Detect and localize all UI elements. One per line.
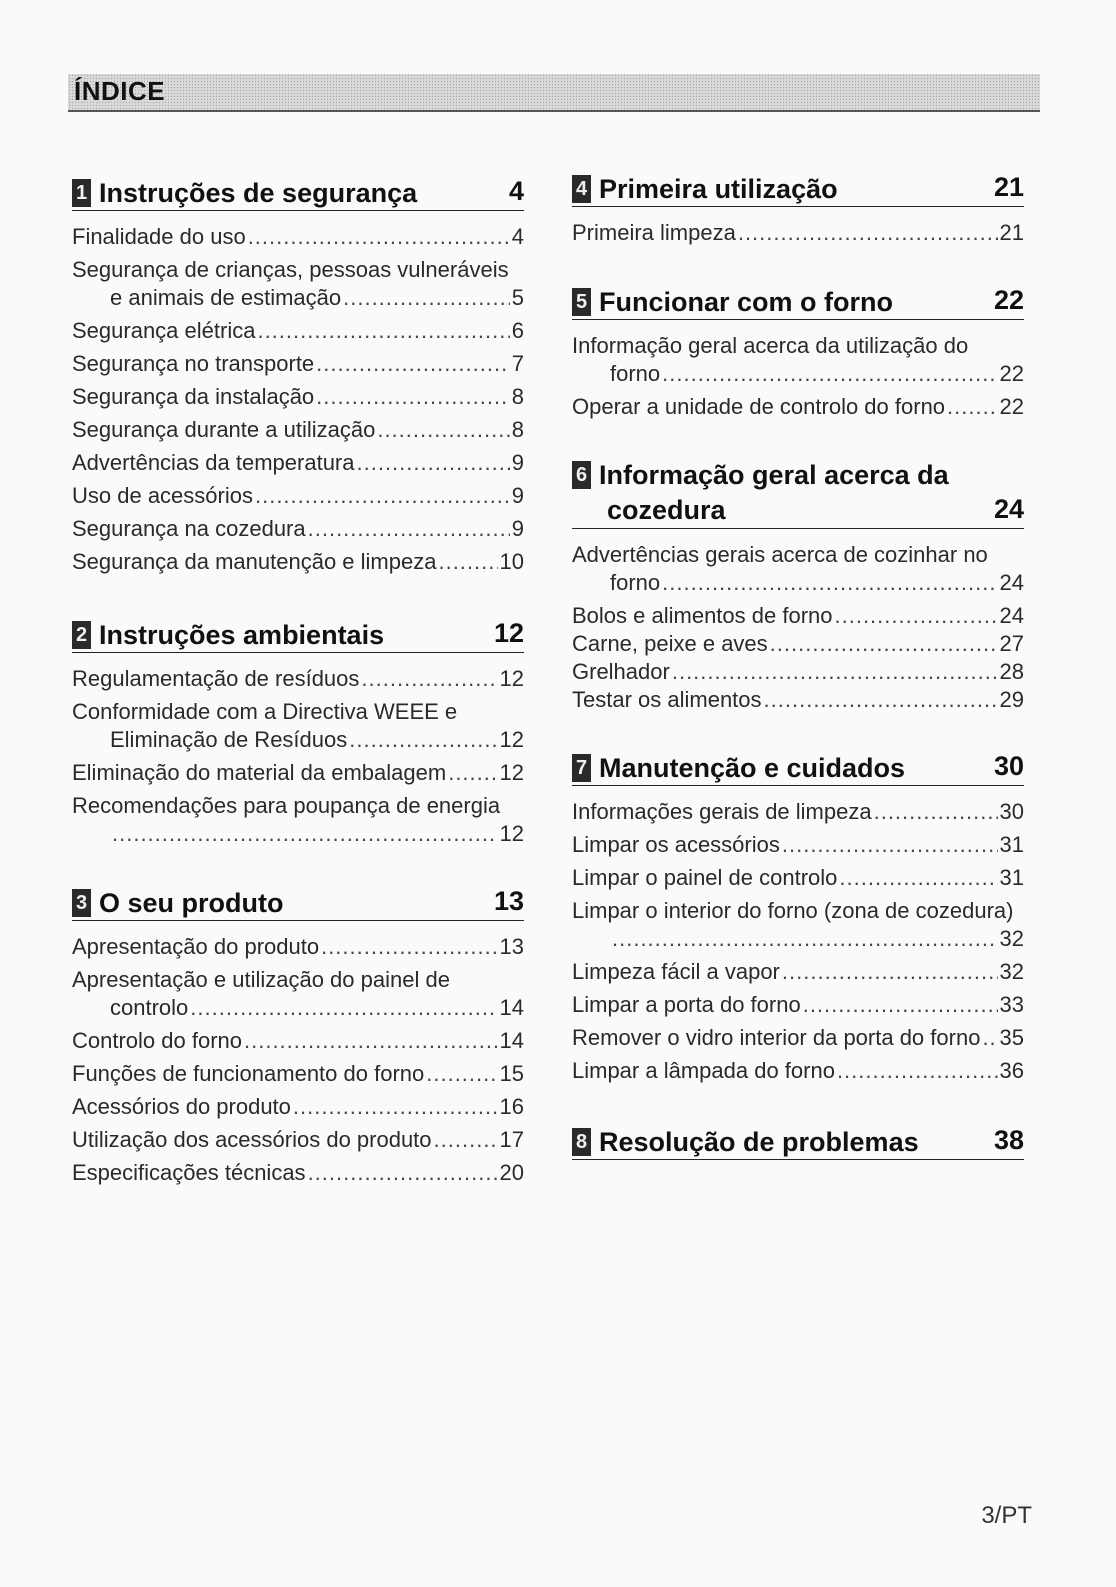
toc-entry-row: [72, 482, 524, 510]
toc-entry-text: Controlo do forno: [72, 1028, 242, 1053]
toc-entry-row: [572, 831, 1024, 859]
page-title: ÍNDICE: [74, 76, 166, 106]
toc-entry-page: 24: [999, 603, 1024, 628]
toc-entry-list: [572, 219, 1024, 247]
toc-entry[interactable]: [72, 1159, 524, 1187]
toc-entry-text: Grelhador: [572, 659, 670, 684]
toc-entry-row: [572, 925, 1024, 953]
section-heading[interactable]: [72, 176, 524, 211]
section-heading[interactable]: [72, 886, 524, 921]
toc-entry-text-cont: e animais de estimação: [110, 285, 342, 310]
toc-entry-text-cont: forno: [610, 361, 661, 386]
toc-entry-row: [72, 284, 524, 312]
dot-leader: [803, 991, 998, 1019]
toc-entry[interactable]: [572, 1024, 1024, 1052]
toc-section: [572, 751, 1024, 1090]
toc-entry-row: [572, 569, 1024, 597]
toc-entry[interactable]: [572, 541, 1024, 597]
toc-entry-row: [72, 759, 524, 787]
toc-entry-text: Recomendações para poupança de energia: [72, 793, 501, 818]
toc-entry[interactable]: [72, 482, 524, 510]
toc-entry[interactable]: [72, 449, 524, 477]
toc-entry-page: 36: [999, 1058, 1024, 1083]
toc-entry-row: [72, 383, 524, 411]
dot-leader: [321, 933, 497, 961]
toc-entry-text: Bolos e alimentos de forno: [572, 603, 833, 628]
toc-entry[interactable]: [572, 831, 1024, 859]
toc-entry-text: Apresentação do produto: [72, 934, 320, 959]
toc-entry-row: [72, 1060, 524, 1088]
toc-entry-page: 22: [999, 394, 1024, 419]
toc-entry[interactable]: [72, 223, 524, 251]
toc-entry[interactable]: [72, 966, 524, 1022]
toc-entry-text: Limpar a porta do forno: [572, 992, 801, 1017]
toc-entry-text: Primeira limpeza: [572, 220, 736, 245]
toc-entry-page: 33: [999, 992, 1024, 1017]
toc-entry-text: Limpeza fácil a vapor: [572, 959, 780, 984]
toc-section: [572, 285, 1024, 426]
toc-entry-row: [72, 223, 524, 251]
section-page-number: 21: [993, 172, 1024, 202]
toc-entry-row: [572, 602, 1024, 630]
section-title-line: Manutenção e cuidados: [599, 753, 906, 783]
toc-entry-page: 6: [511, 318, 524, 343]
toc-entry-list: [572, 541, 1024, 714]
dot-leader: [782, 958, 998, 986]
toc-section: [572, 458, 1024, 714]
toc-entry-row: [72, 726, 524, 754]
toc-entry[interactable]: [572, 219, 1024, 247]
toc-entry-page: 32: [999, 959, 1024, 984]
toc-entry-list: [572, 332, 1024, 421]
toc-entry-page: 16: [499, 1094, 524, 1119]
section-number-badge: 7: [572, 754, 591, 782]
toc-entry-page: 20: [499, 1160, 524, 1185]
toc-entry[interactable]: [72, 317, 524, 345]
toc-entry-row: [572, 798, 1024, 826]
toc-entry-page: 31: [999, 832, 1024, 857]
dot-leader: [293, 1093, 498, 1121]
toc-entry[interactable]: [72, 1027, 524, 1055]
toc-entry[interactable]: [572, 686, 1024, 714]
section-number-badge: 3: [72, 889, 91, 917]
page-number: 3/PT: [981, 1502, 1032, 1529]
section-title-line: Resolução de problemas: [599, 1127, 919, 1157]
toc-entry-text-cont: forno: [610, 570, 661, 595]
section-number-badge: 4: [572, 175, 591, 203]
toc-entry-row: [572, 630, 1024, 658]
toc-entry-list: [72, 223, 524, 576]
toc-entry-row: [572, 393, 1024, 421]
toc-entry-text: Segurança da instalação: [72, 384, 315, 409]
toc-entry-page: 22: [999, 361, 1024, 386]
toc-entry-text: Finalidade do uso: [72, 224, 246, 249]
section-title: [99, 620, 384, 650]
toc-entry-text: Limpar o painel de controlo: [572, 865, 838, 890]
toc-entry-row: [572, 1024, 1024, 1052]
toc-entry-page: 31: [999, 865, 1024, 890]
dot-leader: [316, 350, 510, 378]
toc-entry-row: [72, 994, 524, 1022]
section-title: [99, 888, 284, 918]
toc-entry[interactable]: [572, 798, 1024, 826]
toc-entry-list: [72, 665, 524, 848]
toc-entry-page: 29: [999, 687, 1024, 712]
section-heading[interactable]: [572, 458, 1024, 529]
section-heading[interactable]: [572, 751, 1024, 786]
toc-entry-text: Regulamentação de resíduos: [72, 666, 360, 691]
dot-leader: [343, 284, 510, 312]
section-page-number: 24: [993, 494, 1024, 524]
toc-entry-text: Utilização dos acessórios do produto: [72, 1127, 432, 1152]
toc-entry-row: [572, 219, 1024, 247]
toc-entry-page: 12: [499, 821, 524, 846]
toc-entry-text-cont: Eliminação de Resíduos: [110, 727, 348, 752]
toc-entry-row: [572, 1057, 1024, 1085]
dot-leader: [426, 1060, 497, 1088]
toc-entry[interactable]: [572, 1057, 1024, 1085]
toc-entry-page: 9: [511, 450, 524, 475]
toc-entry-page: 17: [499, 1127, 524, 1152]
toc-entry[interactable]: [72, 548, 524, 576]
section-title-line: Informação geral acerca da: [599, 460, 949, 490]
toc-entry-list: [72, 933, 524, 1187]
toc-entry-page: 7: [511, 351, 524, 376]
toc-entry-text: Advertências da temperatura: [72, 450, 355, 475]
toc-entry[interactable]: [72, 383, 524, 411]
dot-leader: [448, 759, 497, 787]
toc-entry-row: [72, 1093, 524, 1121]
dot-leader: [947, 393, 997, 421]
toc-entry[interactable]: [572, 393, 1024, 421]
index-header-bar: [68, 74, 1040, 112]
section-page-number: 13: [493, 886, 524, 916]
toc-entry-row: [72, 933, 524, 961]
toc-entry-row: [572, 864, 1024, 892]
toc-entry-page: 9: [511, 483, 524, 508]
section-number-badge: 5: [572, 288, 591, 316]
section-title: [599, 1127, 919, 1157]
toc-entry-text: Testar os alimentos: [572, 687, 762, 712]
section-title: [599, 287, 893, 317]
toc-section: [572, 1125, 1024, 1160]
dot-leader: [874, 798, 998, 826]
dot-leader: [662, 360, 997, 388]
toc-entry-text: Especificações técnicas: [72, 1160, 306, 1185]
toc-entry-page: 8: [511, 417, 524, 442]
toc-entry-text: Carne, peixe e aves: [572, 631, 768, 656]
toc-entry-text: Segurança na cozedura: [72, 516, 306, 541]
section-title-line: cozedura: [607, 495, 726, 525]
section-page-number: 30: [993, 751, 1024, 781]
toc-entry-row: [72, 416, 524, 444]
toc-entry[interactable]: [572, 602, 1024, 630]
toc-entry-text: Segurança elétrica: [72, 318, 256, 343]
toc-entry[interactable]: [572, 991, 1024, 1019]
toc-entry[interactable]: [72, 698, 524, 754]
toc-entry-page: 10: [499, 549, 524, 574]
toc-entry-row: [72, 317, 524, 345]
dot-leader: [377, 416, 509, 444]
dot-leader: [361, 665, 497, 693]
toc-entry-text: Conformidade com a Directiva WEEE e: [72, 699, 458, 724]
toc-entry-text: Segurança no transporte: [72, 351, 315, 376]
toc-entry-page: 8: [511, 384, 524, 409]
toc-entry-page: 9: [511, 516, 524, 541]
toc-entry[interactable]: [572, 658, 1024, 686]
toc-entry[interactable]: [72, 350, 524, 378]
toc-entry-page: 35: [999, 1025, 1024, 1050]
dot-leader: [782, 831, 998, 859]
section-title-line: Funcionar com o forno: [599, 287, 893, 317]
dot-leader: [349, 726, 497, 754]
section-number-badge: 6: [572, 461, 591, 489]
toc-entry-page: 21: [999, 220, 1024, 245]
toc-entry-row: [72, 820, 524, 848]
dot-leader: [308, 515, 510, 543]
toc-entry-row: [72, 665, 524, 693]
toc-entry-page: 13: [499, 934, 524, 959]
toc-entry-row: [72, 1159, 524, 1187]
toc-entry-row: [72, 515, 524, 543]
dot-leader: [112, 820, 498, 848]
toc-entry-text: Limpar o interior do forno (zona de cozedura): [572, 898, 1014, 923]
toc-entry[interactable]: [72, 416, 524, 444]
dot-leader: [662, 569, 997, 597]
dot-leader: [438, 548, 497, 576]
section-heading[interactable]: [72, 618, 524, 653]
section-page-number: 12: [493, 618, 524, 648]
dot-leader: [316, 383, 510, 411]
dot-leader: [244, 1027, 498, 1055]
toc-entry[interactable]: [572, 630, 1024, 658]
section-number-badge: 1: [72, 179, 91, 207]
dot-leader: [257, 317, 509, 345]
dot-leader: [835, 602, 998, 630]
dot-leader: [837, 1057, 998, 1085]
dot-leader: [612, 925, 998, 953]
toc-entry-text: Informação geral acerca da utilização do: [572, 333, 969, 358]
dot-leader: [308, 1159, 498, 1187]
section-page-number: 22: [993, 285, 1024, 315]
toc-entry-row: [572, 360, 1024, 388]
section-number-badge: 8: [572, 1128, 591, 1156]
toc-entry-page: 14: [499, 995, 524, 1020]
toc-entry-page: 27: [999, 631, 1024, 656]
toc-entry-text: Operar a unidade de controlo do forno: [572, 394, 946, 419]
toc-entry-page: 32: [999, 926, 1024, 951]
section-heading[interactable]: [572, 172, 1024, 207]
toc-entry[interactable]: [72, 665, 524, 693]
toc-entry[interactable]: [72, 1093, 524, 1121]
toc-entry-row: [72, 449, 524, 477]
section-heading[interactable]: [572, 285, 1024, 320]
toc-entry-text: Limpar os acessórios: [572, 832, 780, 857]
toc-entry-row: [572, 686, 1024, 714]
section-title: [599, 458, 979, 528]
dot-leader: [357, 449, 510, 477]
dot-leader: [248, 223, 510, 251]
toc-entry-row: [72, 350, 524, 378]
toc-entry-text: Eliminação do material da embalagem: [72, 760, 447, 785]
section-page-number: 38: [993, 1125, 1024, 1155]
section-title-line: Primeira utilização: [599, 174, 838, 204]
toc-entry-text: Advertências gerais acerca de cozinhar no: [572, 542, 988, 567]
toc-entry[interactable]: [72, 515, 524, 543]
toc-section: [72, 618, 524, 853]
toc-entry[interactable]: [572, 332, 1024, 388]
dot-leader: [764, 686, 998, 714]
toc-entry-text: Segurança durante a utilização: [72, 417, 376, 442]
toc-entry-text: Funções de funcionamento do forno: [72, 1061, 425, 1086]
toc-entry-page: 12: [499, 666, 524, 691]
toc-entry-text: Uso de acessórios: [72, 483, 253, 508]
toc-entry-text: Apresentação e utilização do painel de: [72, 967, 450, 992]
section-title-line: Instruções de segurança: [99, 178, 418, 208]
dot-leader: [770, 630, 998, 658]
dot-leader: [255, 482, 510, 510]
section-title: [599, 174, 838, 204]
toc-entry-page: 5: [511, 285, 524, 310]
section-page-number: 4: [508, 176, 524, 206]
toc-section: [72, 886, 524, 1192]
toc-section: [72, 176, 524, 581]
toc-entry[interactable]: [72, 1060, 524, 1088]
toc-entry-list: [572, 798, 1024, 1085]
toc-entry-text: Acessórios do produto: [72, 1094, 291, 1119]
toc-entry-text: Informações gerais de limpeza: [572, 799, 872, 824]
toc-entry[interactable]: [72, 256, 524, 312]
toc-entry-page: 12: [499, 760, 524, 785]
toc-entry-page: 4: [511, 224, 524, 249]
section-title: [99, 178, 417, 208]
toc-entry[interactable]: [72, 792, 524, 848]
toc-entry-row: [72, 1027, 524, 1055]
toc-entry-row: [72, 1126, 524, 1154]
section-title-line: Instruções ambientais: [99, 620, 385, 650]
dot-leader: [738, 219, 998, 247]
toc-entry[interactable]: [72, 1126, 524, 1154]
dot-leader: [982, 1024, 997, 1052]
toc-entry[interactable]: [72, 759, 524, 787]
toc-entry-row: [572, 658, 1024, 686]
dot-leader: [839, 864, 997, 892]
toc-section: [572, 172, 1024, 252]
toc-entry-text: Segurança de crianças, pessoas vulneráveis: [72, 257, 509, 282]
toc-entry-text: Limpar a lâmpada do forno: [572, 1058, 835, 1083]
toc-entry[interactable]: [572, 864, 1024, 892]
toc-entry[interactable]: [572, 958, 1024, 986]
section-number-badge: 2: [72, 621, 91, 649]
toc-entry-text-cont: controlo: [110, 995, 189, 1020]
dot-leader: [190, 994, 497, 1022]
dot-leader: [672, 658, 998, 686]
section-heading[interactable]: [572, 1125, 1024, 1160]
toc-entry-text: Remover o vidro interior da porta do forno: [572, 1025, 981, 1050]
section-title-line: O seu produto: [99, 888, 284, 918]
toc-entry-page: 15: [499, 1061, 524, 1086]
dot-leader: [434, 1126, 498, 1154]
section-title: [599, 753, 905, 783]
toc-entry-page: 12: [499, 727, 524, 752]
toc-entry[interactable]: [72, 933, 524, 961]
toc-entry-page: 24: [999, 570, 1024, 595]
toc-entry-page: 30: [999, 799, 1024, 824]
toc-entry-page: 28: [999, 659, 1024, 684]
toc-entry[interactable]: [572, 897, 1024, 953]
toc-entry-text: Segurança da manutenção e limpeza: [72, 549, 437, 574]
toc-entry-page: 14: [499, 1028, 524, 1053]
toc-entry-row: [572, 958, 1024, 986]
toc-entry-row: [72, 548, 524, 576]
toc-entry-row: [572, 991, 1024, 1019]
